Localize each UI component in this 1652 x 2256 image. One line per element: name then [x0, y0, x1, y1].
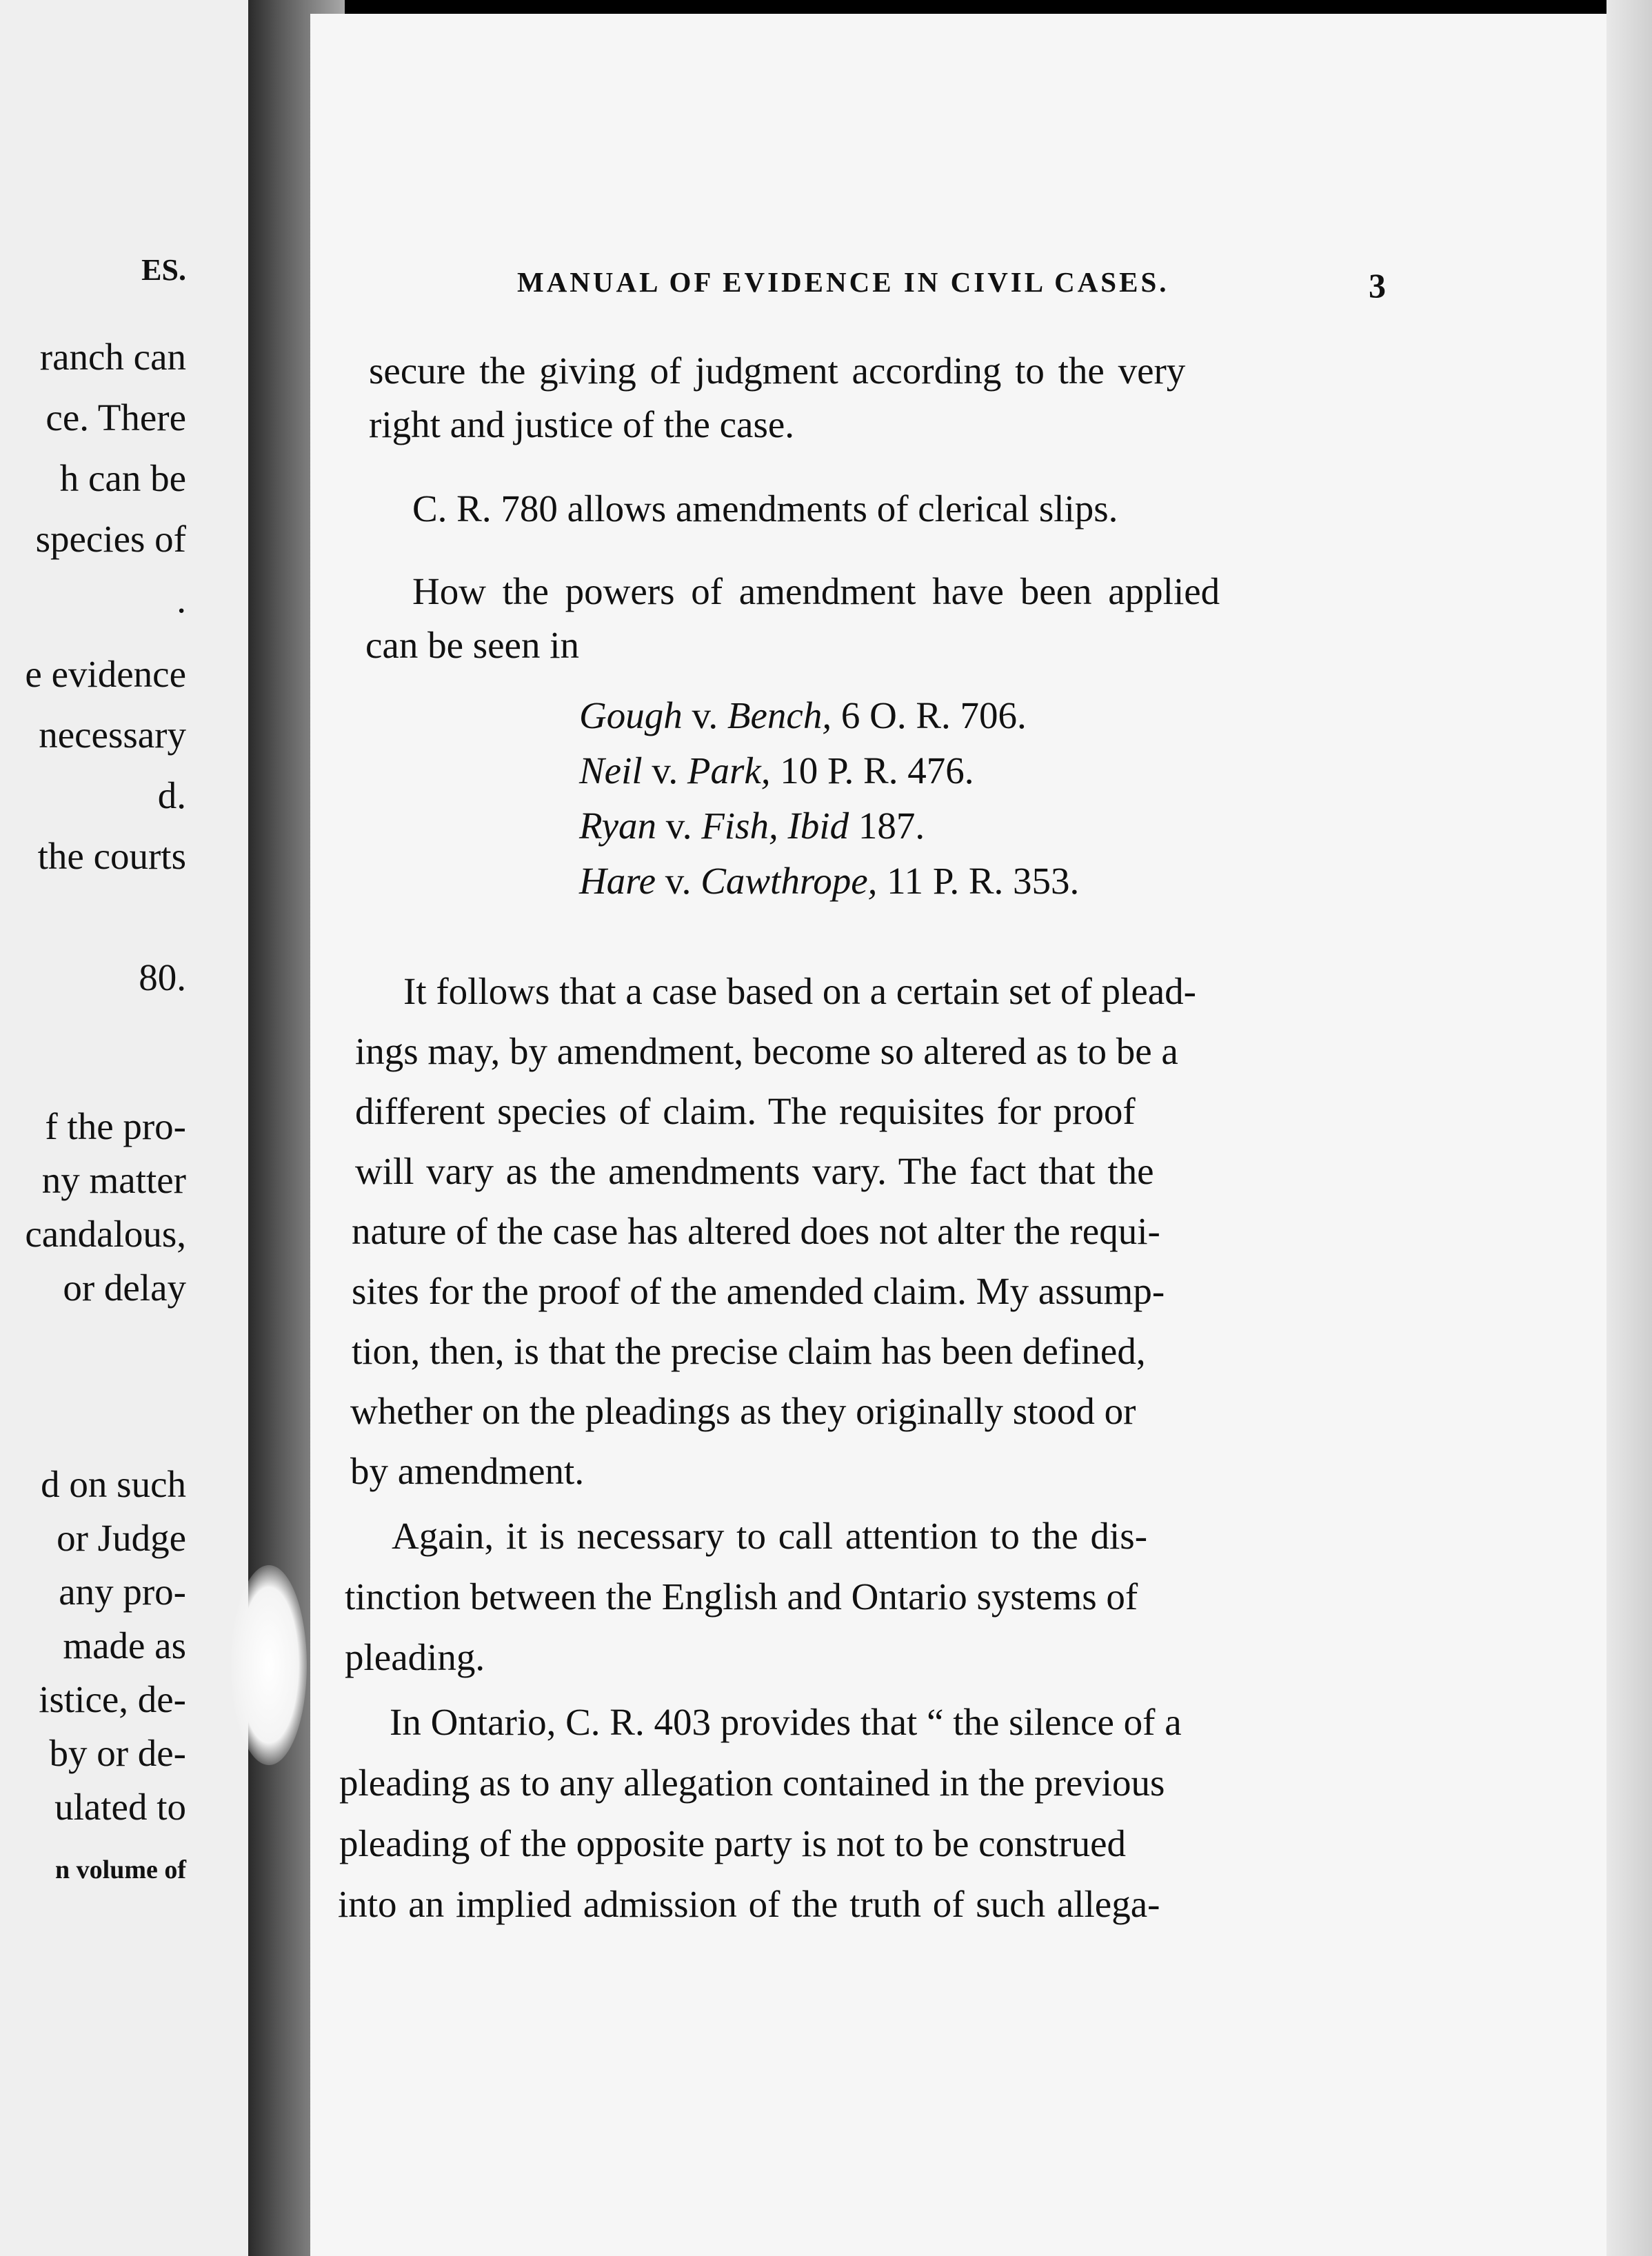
case-citation [579, 807, 925, 845]
left-line: d on such [41, 1463, 186, 1505]
left-line: candalous, [25, 1213, 186, 1255]
citation-party2: Cawthrope, [701, 860, 878, 902]
citation-v: v. [665, 860, 692, 902]
left-line: or Judge [57, 1517, 186, 1559]
running-head: MANUAL OF EVIDENCE IN CIVIL CASES. [517, 266, 1169, 298]
left-line: the courts [37, 835, 186, 877]
text-line: tion, then, is that the precise claim has been defined, [352, 1330, 1146, 1372]
text-line: In Ontario, C. R. 403 provides that “ the silence of a [390, 1701, 1182, 1743]
text-line: by amendment. [350, 1450, 585, 1492]
text-line: can be seen in [365, 624, 579, 666]
citation-ref: 6 O. R. 706. [840, 694, 1027, 736]
citation-party1: Ryan [579, 805, 657, 847]
text-line: sites for the proof of the amended claim. My assump- [352, 1270, 1165, 1312]
left-line: by or de- [49, 1732, 186, 1774]
text-line: whether on the pleadings as they originally stood or [350, 1390, 1136, 1432]
citation-v: v. [692, 694, 718, 736]
left-line: species of [35, 518, 186, 560]
paper-damage-mark [231, 1565, 307, 1765]
text-line: ings may, by amendment, become so altered as to be a [355, 1030, 1178, 1072]
page-edge [1606, 0, 1652, 2256]
left-line: h can be [59, 457, 186, 499]
citation-party1: Hare [579, 860, 656, 902]
text-line: pleading. [345, 1636, 485, 1678]
left-line: ES. [141, 253, 186, 287]
case-citation [579, 749, 974, 792]
left-line: ce. There [46, 396, 186, 439]
citation-party1: Neil [579, 749, 643, 792]
text-line: will vary as the amendments vary. The fact that the [355, 1150, 1154, 1192]
citation-party2: Fish, Ibid [701, 805, 849, 847]
text-line: different species of claim. The requisites for proof [355, 1090, 1136, 1132]
left-line: made as [63, 1624, 186, 1666]
citation-party2: Park, [687, 749, 771, 792]
text-line: nature of the case has altered does not alter the requi- [352, 1210, 1160, 1252]
citation-v: v. [652, 749, 678, 792]
citation-party1: Gough [579, 694, 683, 736]
left-line: ulated to [54, 1786, 186, 1828]
text-line: pleading as to any allegation contained in the previous [339, 1762, 1165, 1804]
text-line: How the powers of amendment have been applied [412, 570, 1220, 612]
case-citation [579, 862, 1079, 900]
left-line: necessary [39, 714, 186, 756]
text-line: right and justice of the case. [369, 403, 795, 445]
text-line: pleading of the opposite party is not to be construed [339, 1822, 1127, 1864]
left-line: 80. [139, 956, 186, 998]
left-line: e evidence [25, 653, 186, 695]
left-line: n volume of [55, 1855, 186, 1884]
case-citation [579, 696, 1027, 734]
page-number: 3 [1369, 266, 1386, 305]
text-line: tinction between the English and Ontario systems of [345, 1575, 1138, 1618]
citation-v: v. [665, 805, 692, 847]
text-line: It follows that a case based on a certain set of plead- [403, 970, 1196, 1012]
left-line: f the pro- [45, 1105, 186, 1147]
left-line: d. [157, 774, 186, 816]
text-line: C. R. 780 allows amendments of clerical slips. [412, 487, 1118, 530]
text-line: Again, it is necessary to call attention to the dis- [392, 1515, 1148, 1557]
left-line: istice, de- [39, 1678, 186, 1720]
citation-ref: 187. [858, 805, 925, 847]
citation-ref: 10 P. R. 476. [780, 749, 974, 792]
left-line: ranch can [39, 336, 186, 378]
left-line: ny matter [41, 1159, 186, 1201]
citation-ref: 11 P. R. 353. [887, 860, 1080, 902]
left-line: . [177, 578, 186, 621]
text-line: secure the giving of judgment according to the very [369, 350, 1186, 392]
citation-party2: Bench, [727, 694, 832, 736]
text-line: into an implied admission of the truth of such allega- [338, 1883, 1160, 1925]
left-page-fragment [0, 0, 269, 2256]
left-line: any pro- [59, 1571, 186, 1613]
left-line: or delay [63, 1267, 186, 1309]
